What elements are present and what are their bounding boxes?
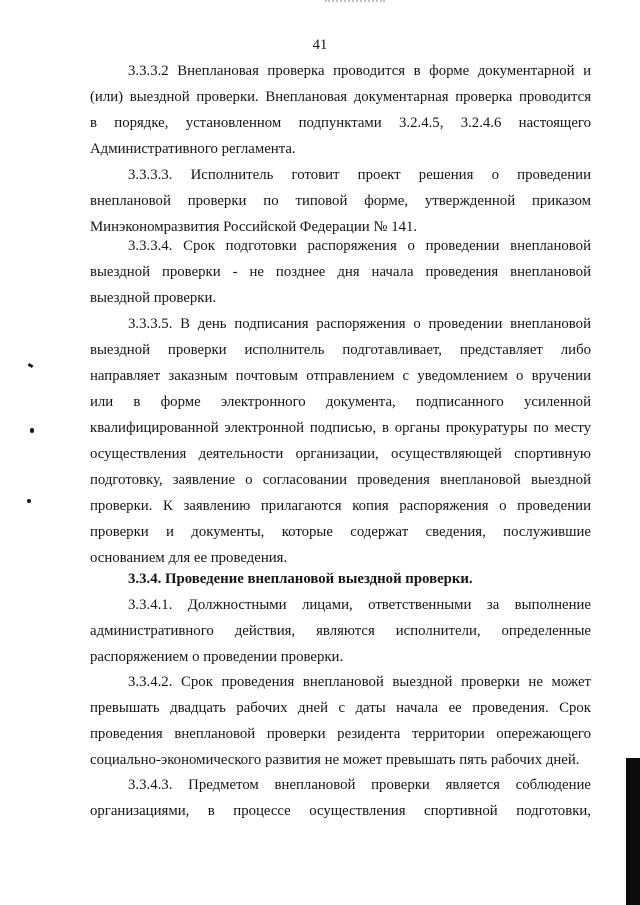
paragraph-line: или в форме электронного документа, подписанного усиленной	[90, 394, 591, 410]
scan-speck	[28, 363, 34, 368]
paragraph-3-3-4-3	[90, 772, 591, 824]
paragraph-3-3-3-2	[90, 58, 591, 162]
paragraph-line: организациями, в процессе осуществления спортивной подготовки,	[90, 803, 591, 819]
paragraph-line: Административного регламента.	[90, 141, 296, 157]
paragraph-line: Минэкономразвития Российской Федерации № 141.	[90, 219, 418, 235]
paragraph-line: основанием для ее проведения.	[90, 550, 288, 566]
paragraph-line: 3.3.3.2 Внеплановая проверка проводится в форме документарной и	[128, 63, 591, 79]
paragraph-line: выездной проверки.	[90, 290, 217, 306]
paragraph-3-3-3-3	[90, 162, 591, 240]
paragraph-line: 3.3.4.2. Срок проведения внеплановой выездной проверки не может	[128, 674, 591, 690]
paragraph-3-3-3-4	[90, 233, 591, 311]
paragraph-line: распоряжением о проведении проверки.	[90, 649, 344, 665]
paragraph-line: квалифицированной электронной подписью, в органы прокуратуры по месту	[90, 420, 591, 436]
page-number: 41	[312, 37, 328, 53]
paragraph-line: превышать двадцать рабочих дней с даты начала ее проведения. Срок	[90, 700, 591, 716]
paragraph-line: направляет заказным почтовым отправлением с уведомлением о вручении	[90, 368, 591, 384]
paragraph-line: внеплановой проверки по типовой форме, утвержденной приказом	[90, 193, 591, 209]
paragraph-line: выездной проверки - не позднее дня начала проведения внеплановой	[90, 264, 591, 280]
scan-speck	[30, 428, 34, 433]
paragraph-line: в порядке, установленном подпунктами 3.2.4.5, 3.2.4.6 настоящего	[90, 115, 591, 131]
section-heading-3-3-4: 3.3.4. Проведение внеплановой выездной проверки.	[128, 571, 473, 587]
paragraph-line: 3.3.3.4. Срок подготовки распоряжения о проведении внеплановой	[128, 238, 591, 254]
paragraph-3-3-4-1	[90, 592, 591, 670]
paragraph-line: административного действия, являются исполнители, определенные	[90, 623, 591, 639]
paragraph-line: проверки. К заявлению прилагаются копия распоряжения о проведении	[90, 498, 591, 514]
paragraph-line: 3.3.4.1. Должностными лицами, ответственными за выполнение	[128, 597, 591, 613]
paragraph-line: 3.3.4.3. Предметом внеплановой проверки является соблюдение	[128, 777, 591, 793]
paragraph-line: (или) выездной проверки. Внеплановая документарная проверка проводится	[90, 89, 591, 105]
paragraph-line: осуществления деятельности организации, осуществляющей спортивную	[90, 446, 591, 462]
paragraph-line: проведения внеплановой проверки резидента территории опережающего	[90, 726, 591, 742]
scan-speck	[27, 499, 31, 503]
paragraph-line: выездной проверки исполнитель подготавливает, представляет либо	[90, 342, 591, 358]
paragraph-3-3-3-5	[90, 311, 591, 571]
scan-artifact-top	[325, 0, 385, 5]
paragraph-line: подготовку, заявление о согласовании проведения внеплановой выездной	[90, 472, 591, 488]
paragraph-line: 3.3.3.3. Исполнитель готовит проект решения о проведении	[128, 167, 591, 183]
paragraph-line: 3.3.3.5. В день подписания распоряжения о проведении внеплановой	[128, 316, 591, 332]
paragraph-3-3-4-2	[90, 669, 591, 773]
paragraph-line: социально-экономического развития не может превышать пять рабочих дней.	[90, 752, 580, 768]
paragraph-line: проверки и документы, которые содержат сведения, послужившие	[90, 524, 591, 540]
scan-edge-bar	[626, 758, 640, 905]
